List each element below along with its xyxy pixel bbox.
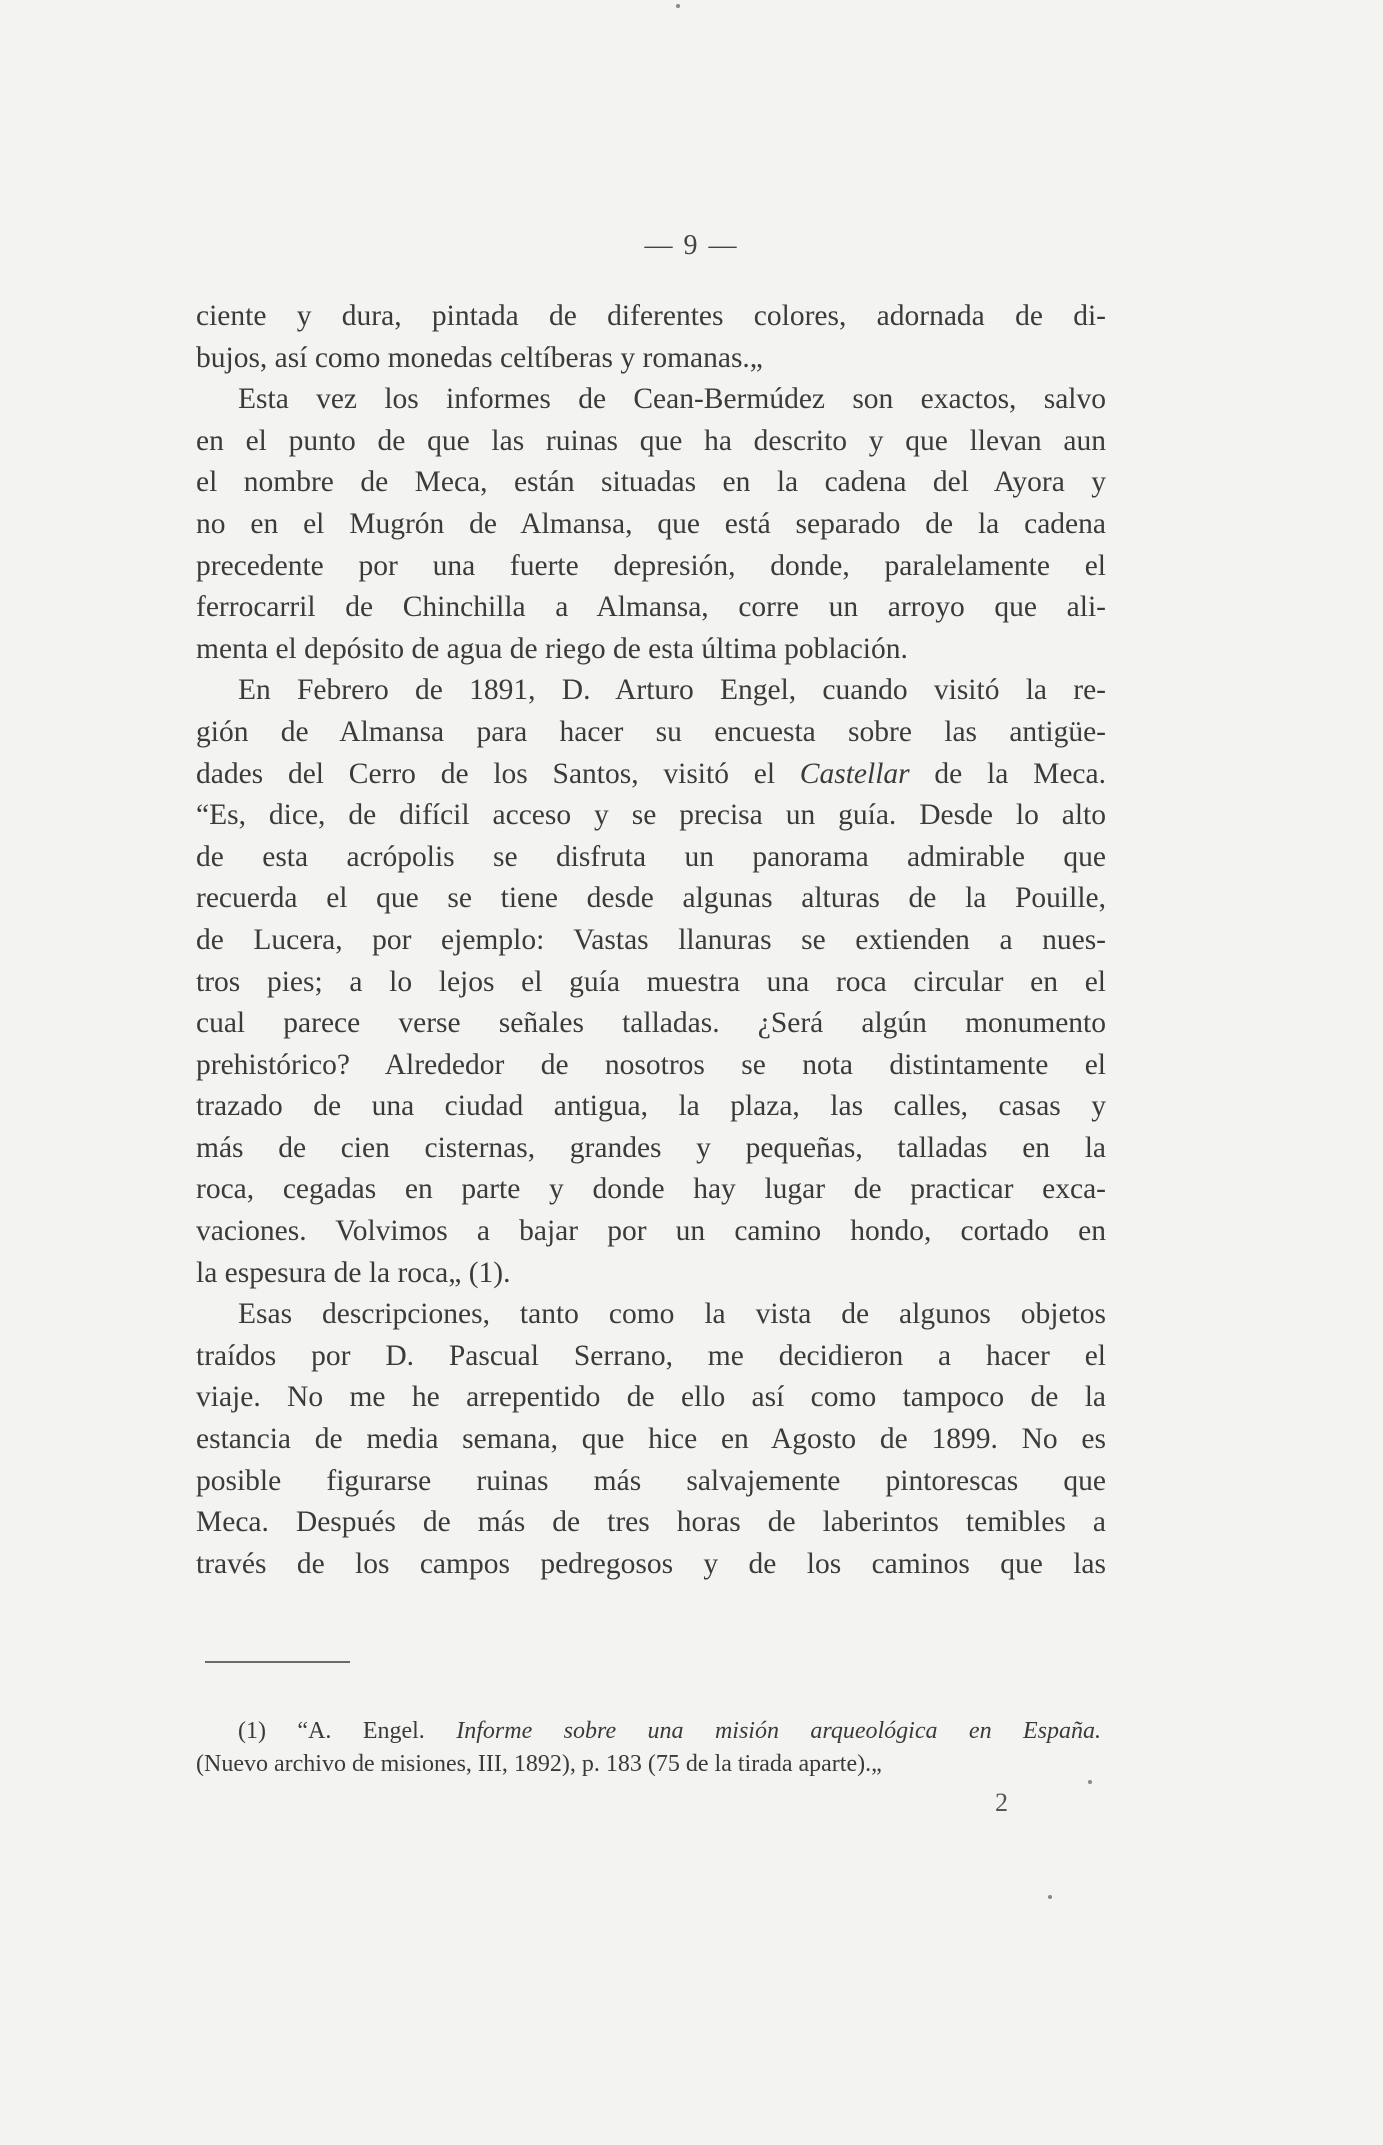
body-line: el nombre de Meca, están situadas en la cadena del Ayora y bbox=[196, 466, 1106, 499]
body-line: Esta vez los informes de Cean-Bermúdez son exactos, salvo bbox=[238, 383, 1106, 416]
body-line: trazado de una ciudad antigua, la plaza, las calles, casas y bbox=[196, 1090, 1106, 1123]
body-line: estancia de media semana, que hice en Agosto de 1899. No es bbox=[196, 1423, 1106, 1456]
body-line: bujos, así como monedas celtíberas y romanas.„ bbox=[196, 341, 763, 374]
body-line: precedente por una fuerte depresión, donde, paralelamente el bbox=[196, 549, 1106, 582]
footnote-text: (1) “A. Engel. bbox=[238, 1718, 457, 1744]
page-number: — 9 — bbox=[644, 230, 739, 261]
body-text: de la Meca. bbox=[909, 757, 1106, 790]
body-line: ferrocarril de Chinchilla a Almansa, corre un arroyo que ali- bbox=[196, 591, 1106, 624]
body-line: tros pies; a lo lejos el guía muestra una roca circular en el bbox=[196, 965, 1106, 998]
body-line: roca, cegadas en parte y donde hay lugar de practicar exca- bbox=[196, 1173, 1106, 1206]
scan-speck bbox=[1048, 1895, 1052, 1899]
footnote-line bbox=[196, 1748, 1101, 1781]
body-line: menta el depósito de agua de riego de esta última población. bbox=[196, 632, 908, 665]
body-line: más de cien cisternas, grandes y pequeñas, talladas en la bbox=[196, 1131, 1106, 1164]
body-line: Meca. Después de más de tres horas de laberintos temibles a bbox=[196, 1506, 1106, 1539]
footnote-text: (Nuevo archivo de misiones, III, 1892), p. 183 (75 de la tirada aparte).„ bbox=[196, 1751, 882, 1777]
body-text: dades del Cerro de los Santos, visitó el bbox=[196, 757, 800, 790]
body-italic-title: Castellar bbox=[799, 757, 910, 790]
body-line: la espesura de la roca„ (1). bbox=[196, 1256, 511, 1289]
scan-speck bbox=[676, 4, 680, 8]
body-line: vaciones. Volvimos a bajar por un camino hondo, cortado en bbox=[196, 1215, 1106, 1248]
body-line bbox=[196, 754, 1106, 796]
body-line: En Febrero de 1891, D. Arturo Engel, cuando visitó la re- bbox=[238, 674, 1106, 707]
body-line: en el punto de que las ruinas que ha descrito y que llevan aun bbox=[196, 424, 1106, 457]
body-line: cual parece verse señales talladas. ¿Será algún monumento bbox=[196, 1007, 1106, 1040]
footnote-italic-title: Informe sobre una misión arqueológica en España. bbox=[456, 1718, 1101, 1744]
footnote-divider bbox=[205, 1661, 350, 1663]
body-text bbox=[196, 296, 1106, 1585]
body-line: “Es, dice, de difícil acceso y se precisa un guía. Desde lo alto bbox=[196, 799, 1106, 832]
body-line: de Lucera, por ejemplo: Vastas llanuras se extienden a nues- bbox=[196, 923, 1106, 956]
footnotes bbox=[196, 1715, 1101, 1781]
signature-mark: 2 bbox=[995, 1788, 1008, 1817]
body-line: Esas descripciones, tanto como la vista de algunos objetos bbox=[238, 1298, 1106, 1331]
body-line: traídos por D. Pascual Serrano, me decidieron a hacer el bbox=[196, 1339, 1106, 1372]
body-line: gión de Almansa para hacer su encuesta sobre las antigüe- bbox=[196, 715, 1106, 748]
body-line: través de los campos pedregosos y de los caminos que las bbox=[196, 1547, 1106, 1580]
body-line: de esta acrópolis se disfruta un panorama admirable que bbox=[196, 840, 1106, 873]
body-line: viaje. No me he arrepentido de ello así como tampoco de la bbox=[196, 1381, 1106, 1414]
footnote-line bbox=[196, 1715, 1101, 1748]
body-line: ciente y dura, pintada de diferentes colores, adornada de di- bbox=[196, 300, 1106, 332]
body-line: prehistórico? Alrededor de nosotros se nota distintamente el bbox=[196, 1048, 1106, 1081]
body-line: no en el Mugrón de Almansa, que está separado de la cadena bbox=[196, 507, 1106, 540]
body-line: recuerda el que se tiene desde algunas alturas de la Pouille, bbox=[196, 882, 1106, 915]
body-line: posible figurarse ruinas más salvajemente pintorescas que bbox=[196, 1464, 1106, 1497]
scan-speck bbox=[1088, 1780, 1092, 1784]
